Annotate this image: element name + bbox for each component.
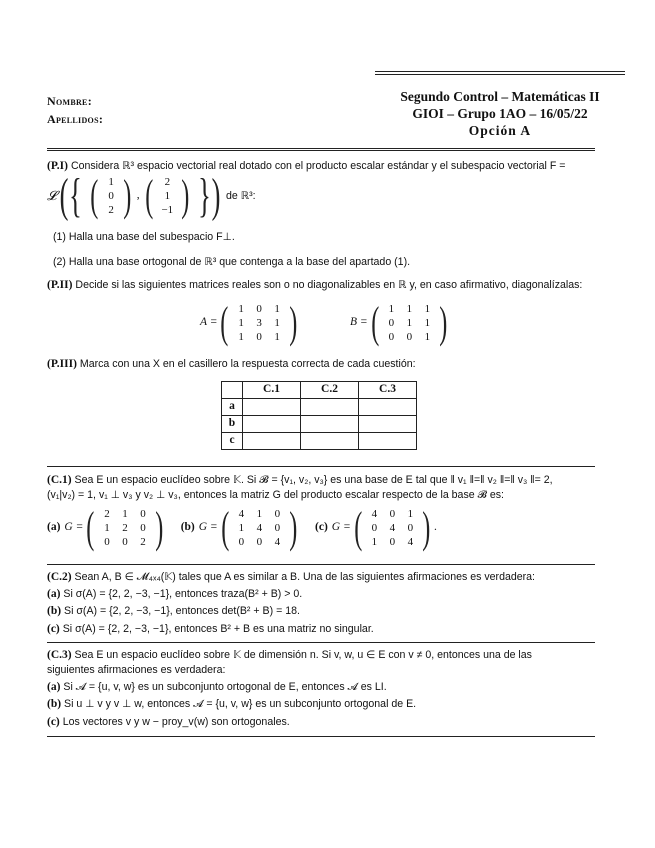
c2-option-c [47,622,595,638]
c1-line1 [47,473,595,489]
vector-v2-entry-1: 1 [164,190,171,202]
p2-statement [47,278,595,294]
matrix-Gb-entry-2: 0 [274,508,281,520]
p2-tag: (P.II) [47,279,73,291]
matrix-B-entry-7: 0 [406,331,413,343]
matrix-A-block [200,300,301,346]
vector-v1-entry-0: 1 [108,176,114,188]
answer-cell-c-c3[interactable] [359,433,417,450]
exam-option: Opción A [468,123,532,138]
matrix-Ga-entry-8: 2 [140,536,146,548]
answer-cell-c-c2[interactable] [301,433,359,450]
c1-opt-b: (b) [180,521,195,534]
c2-text: Sean A, B ∈ 𝓜₄ₓ₄(𝕂) tales que A es similar a B. Una de las siguientes afirmaciones es verdadera: [74,571,535,583]
c3-line1-text: Sea E un espacio euclídeo sobre 𝕂 de dimensión n. Si v, w, u ∈ E con v ≠ 0, entonces una de las [74,649,532,661]
c1-line1-text: Sea E un espacio euclídeo sobre 𝕂. Si 𝓑 = {v₁, v₂, v₃} es una base de E tal que ‖ v₁ ‖=‖ v₂ ‖=‖ v₃ ‖= 2, [74,474,553,486]
matrix-B-label: B = [350,316,368,329]
c2-a-text: Si σ(A) = {2, 2, −3, −1}, entonces traza(B² + B) > 0. [63,588,303,600]
matrix-A-label: A = [200,316,218,329]
matrix-B-entry-5: 1 [424,317,431,329]
matrix-A-entry-4: 3 [256,317,262,329]
c1-tag: (C.1) [47,474,72,486]
c1-gb-label: G = [198,521,218,534]
matrix-Gc-entry-7: 0 [389,536,396,548]
c2-tag: (C.2) [47,571,72,583]
c2-a-tag: (a) [47,588,61,600]
nombre-label: Nombre: [47,94,92,108]
answer-cell-a-c2[interactable] [301,399,359,416]
vector-v2: ( 2 1 −1 ) [144,171,190,220]
matrix-B-entry-0: 1 [388,303,395,315]
matrix-Ga-entry-1: 1 [122,508,128,520]
answer-cell-b-c2[interactable] [301,416,359,433]
matrix-Gb: ( 4 1 0 1 4 0 0 0 4 ) [221,503,298,552]
header-rule-top [375,71,625,72]
p1-span: 𝓛 ( { ( 1 0 2 ) , ( 2 1 −1 ) } ) de ℝ³: [47,169,256,222]
matrix-Gc-entry-8: 4 [407,536,414,548]
c1-line2: (v₁|v₂) = 1, v₁ ⊥ v₃ y v₂ ⊥ v₃, entonces la matriz G del producto escalar respecto de la base 𝓑 es: [47,489,505,501]
p3-statement [47,357,595,373]
matrix-Gc-entry-2: 1 [407,508,414,520]
c2-b-tag: (b) [47,605,62,617]
c2-option-a [47,587,595,603]
separator-c2 [47,564,595,565]
c2-b-text: Si σ(A) = {2, 2, −3, −1}, entonces det(B² + B) = 18. [64,605,300,617]
col-header-c2: C.2 [301,382,359,399]
row-header-c: c [222,433,243,450]
matrix-A-entry-5: 1 [274,317,280,329]
matrix-B-block [350,300,451,346]
matrix-B-entry-4: 1 [406,317,413,329]
matrix-Ga-entry-0: 2 [104,508,110,520]
c3-line2: siguientes afirmaciones es verdadera: [47,664,226,676]
vector-v2-entry-0: 2 [164,176,171,188]
matrix-B: ( 1 1 1 0 1 1 0 0 1 ) [370,298,448,347]
p1-q2: (2) Halla una base ortogonal de ℝ³ que contenga a la base del apartado (1). [53,256,411,268]
c1-options [47,505,437,551]
col-header-c3: C.3 [359,382,417,399]
p1-tag: (P.I) [47,160,68,172]
matrix-Gc-entry-1: 0 [389,508,396,520]
c3-line1 [47,648,595,664]
matrix-Gc-entry-0: 4 [371,508,378,520]
separator-end [47,736,595,737]
matrix-Gc-entry-5: 0 [407,522,414,534]
answer-cell-b-c3[interactable] [359,416,417,433]
matrix-Gb-entry-8: 4 [274,536,281,548]
c2-c-text: Si σ(A) = {2, 2, −3, −1}, entonces B² + B es una matriz no singular. [62,623,374,635]
matrix-Ga-entry-7: 0 [122,536,128,548]
c3-a-text: Si 𝓐 = {u, v, w} es un subconjunto ortogonal de E, entonces 𝓐 es LI. [63,681,387,693]
p1-after-span: de ℝ³: [226,189,256,202]
matrix-Gc: ( 4 0 1 0 4 0 1 0 4 ) [354,503,431,552]
matrix-B-entry-6: 0 [388,331,395,343]
c1-opt-c: (c) [315,521,328,534]
c3-b-text: Si u ⊥ v y v ⊥ w, entonces 𝓐 = {u, v, w} es un subconjunto ortogonal de E. [64,698,417,710]
row-header-a: a [222,399,243,416]
matrix-Gc-entry-4: 4 [389,522,396,534]
header-rule-top-2 [375,74,625,75]
c3-c-tag: (c) [47,716,60,728]
matrix-A-entry-3: 1 [238,317,244,329]
matrix-A-entry-0: 1 [238,303,244,315]
apellidos-label: Apellidos: [47,112,104,126]
matrix-A-entry-1: 0 [256,303,262,315]
answer-cell-a-c3[interactable] [359,399,417,416]
matrix-Ga-entry-4: 2 [122,522,128,534]
c3-option-a [47,680,595,696]
matrix-Gc-entry-3: 0 [371,522,378,534]
matrix-Gb-entry-7: 0 [256,536,263,548]
matrix-A-entry-6: 1 [238,331,244,343]
c2-c-tag: (c) [47,623,60,635]
matrix-A: ( 1 0 1 1 3 1 1 0 1 ) [220,298,298,347]
answer-table [221,381,417,450]
c1-gc-label: G = [331,521,351,534]
c3-a-tag: (a) [47,681,61,693]
separator-c1 [47,466,595,467]
c1-opt-a: (a) [47,521,61,534]
p1-line1: Considera ℝ³ espacio vectorial real dotado con el producto escalar estándar y el subespacio vectorial F = [70,160,566,172]
answer-cell-b-c1[interactable] [243,416,301,433]
c1-ga-label: G = [64,521,84,534]
matrix-Gb-entry-0: 4 [238,508,245,520]
matrix-A-entry-2: 1 [274,303,280,315]
p3-tag: (P.III) [47,358,77,370]
matrix-Gc-entry-6: 1 [371,536,378,548]
vector-v1: ( 1 0 2 ) [90,171,132,220]
answer-table-corner [222,382,243,399]
matrix-Ga-entry-5: 0 [140,522,146,534]
matrix-B-entry-8: 1 [424,331,431,343]
exam-subtitle: GIOI – Grupo 1AO – 16/05/22 [412,106,588,121]
vector-v1-entry-1: 0 [108,190,114,202]
c3-c-text: Los vectores v y w − proy_v(w) son ortogonales. [62,716,290,728]
matrix-A-entry-7: 0 [256,331,262,343]
matrix-Gb-entry-6: 0 [238,536,245,548]
matrix-Gb-entry-4: 4 [256,522,263,534]
p1-q1: (1) Halla una base del subespacio F⊥. [53,231,235,243]
c1-end: . [434,521,437,534]
matrix-Gb-entry-1: 1 [256,508,263,520]
exam-title: Segundo Control – Matemáticas II [400,89,600,104]
c3-b-tag: (b) [47,698,62,710]
span-label: 𝓛 [47,188,57,204]
matrix-Ga-entry-2: 0 [140,508,146,520]
matrix-Ga-entry-6: 0 [104,536,110,548]
c3-option-c [47,715,595,731]
c3-tag: (C.3) [47,649,72,661]
matrix-Gb-entry-3: 1 [238,522,245,534]
matrix-B-entry-3: 0 [388,317,395,329]
answer-cell-a-c1[interactable] [243,399,301,416]
header-rule-bottom [47,148,595,151]
c2-option-b [47,604,595,620]
row-header-b: b [222,416,243,433]
vector-v1-entry-2: 2 [108,204,114,216]
matrix-B-entry-2: 1 [424,303,431,315]
separator-c3 [47,642,595,643]
c2-statement [47,570,595,586]
answer-cell-c-c1[interactable] [243,433,301,450]
matrix-B-entry-1: 1 [406,303,413,315]
matrix-Ga-entry-3: 1 [104,522,110,534]
matrix-Ga: ( 2 1 0 1 2 0 0 0 2 ) [86,503,164,552]
p2-text: Decide si las siguientes matrices reales son o no diagonalizables en ℝ y, en caso afirmativo, diagonalízalas: [75,279,583,291]
p3-text: Marca con una X en el casillero la respuesta correcta de cada cuestión: [79,358,416,370]
matrix-A-entry-8: 1 [274,331,280,343]
vector-v2-entry-2: −1 [161,204,174,216]
matrix-Gb-entry-5: 0 [274,522,281,534]
c3-option-b [47,697,595,713]
col-header-c1: C.1 [243,382,301,399]
